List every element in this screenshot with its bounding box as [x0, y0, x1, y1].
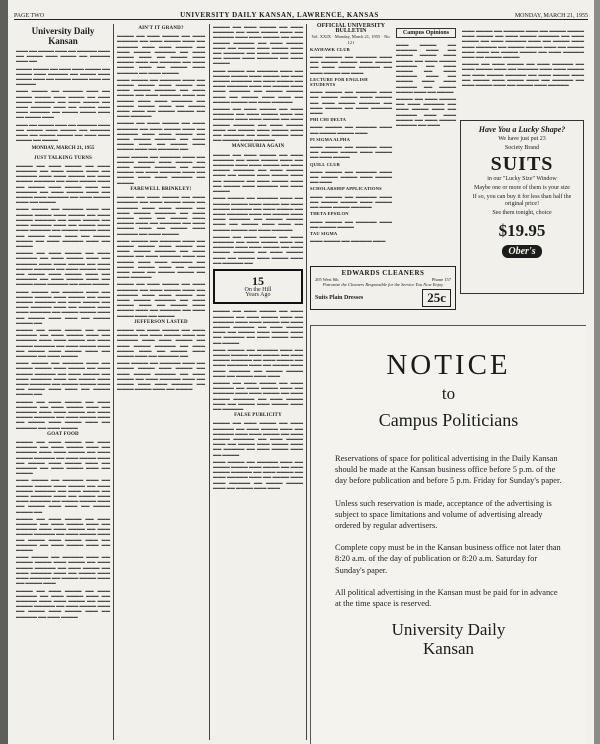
lucky-line6: See them tonight, choice [492, 210, 552, 216]
edwards-tagline: Patronize the Cleaners Responsible for the Service You Now Enjoy [322, 282, 444, 287]
bulletin-item: LECTURE FOR ENGLISH STUDENTS [310, 76, 368, 88]
lucky-line3: in our "Lucky Size" Window [487, 176, 557, 182]
bulletin-item: THETA EPSILON [310, 211, 349, 217]
jefferson-body: ▬▬▬▬ ▬▬ ▬▬▬ ▬▬▬▬ ▬▬ ▬▬▬ ▬▬▬▬▬ ▬▬ ▬▬▬ ▬▬▬▬ ▬▬▬ ▬▬ ▬▬▬▬▬ ▬▬▬ ▬▬▬ ▬▬▬▬ ▬▬ ▬▬▬ ▬▬▬▬ ▬▬▬▬▬ ▬▬ ▬▬▬ ▬▬▬▬ ▬▬▬ ▬▬ ▬▬▬▬ ▬▬▬ ▬▬▬▬ ▬▬▬ ▬▬ ▬▬▬▬▬ ▬▬ ▬▬▬ ▬▬▬▬ ▬▬ ▬▬▬▬▬ ▬▬▬ ▬▬ ▬▬▬▬ ▬▬▬▬ ▬▬▬ ▬▬▬▬ ▬▬ ▬▬▬ ▬▬▬▬ ▬▬▬▬▬ ▬▬ ▬▬▬ ▬▬▬▬ ▬▬ ▬▬▬ ▬▬▬▬▬ ▬▬▬ ▬▬ ▬▬▬▬ ▬▬▬ ▬▬▬ ▬▬▬▬▬ ▬▬ ▬▬▬▬ ▬▬▬▬ ▬▬▬ ▬▬ ▬▬▬▬ [117, 326, 205, 392]
bulletin-item: TAU SIGMA [310, 230, 338, 236]
obers-logo: Ober's [502, 245, 541, 258]
bulletin-number: No. 121 [347, 34, 391, 45]
notice-body [335, 453, 562, 609]
bulletin-item-body: ▬▬▬ ▬▬▬▬ ▬▬ ▬▬▬▬▬ ▬▬▬ ▬▬ ▬▬▬▬ ▬▬▬▬ ▬▬▬ ▬▬▬▬ ▬▬ ▬▬▬ ▬▬▬▬ ▬▬▬▬▬ ▬▬ ▬▬▬ ▬▬▬▬ ▬▬ ▬▬▬ [310, 54, 392, 75]
lucky-line2: Society Brand [504, 145, 540, 151]
bulletin-item: KAYHAWK CLUB [310, 46, 350, 52]
column-editorial [16, 24, 110, 740]
notice-paragraph: Unless such reservation is made, acceptance of the advertising is subject to space limitations and volume of advertising already ordered by regular advertisers. [335, 498, 552, 531]
bulletin-item-body: ▬▬▬ ▬▬▬▬ ▬▬ ▬▬▬▬▬ ▬▬▬ ▬▬ ▬▬▬▬ ▬▬▬▬ ▬▬▬ ▬▬▬▬ ▬▬ ▬▬▬ [310, 168, 392, 185]
bulletin-item: QUILL CLUB [310, 161, 340, 167]
notice-paragraph: Reservations of space for political advertising in the Daily Kansan should be made at the Kansan business office before 5 p.m. of the day before publication and before 5 p.m. Friday for Sunday's paper. [335, 454, 562, 486]
edwards-offer [315, 289, 451, 307]
lucky-line4: Maybe one or more of them is your size [474, 185, 570, 191]
lucky-brand: SUITS [490, 153, 554, 175]
bulletin-item: PI SIGMA ALPHA [310, 136, 351, 142]
edwards-address: 205 West 8th [315, 277, 339, 282]
editorial-heading-jefferson: JEFFERSON LASTED [134, 319, 188, 325]
column-rule [113, 24, 114, 740]
notice-paragraph: Complete copy must be in the Kansan business office not later than 8:20 a.m. of the day of publication or 8:20 a.m. Saturday for Sunday's paper. [335, 543, 561, 575]
masthead-date: MONDAY, MARCH 21, 1955 [514, 13, 588, 19]
lucky-line5: If so, you can buy it for less than half the original price! [472, 194, 572, 207]
fifteen-years-number: 15 [252, 273, 264, 288]
official-bulletin [310, 23, 392, 244]
editorial-heading-false-publicity: FALSE PUBLICITY [234, 413, 282, 419]
editorial-heading: JUST TALKING TURNS [33, 155, 93, 161]
bulletin-item: PHI CHI DELTA [310, 117, 347, 123]
lucky-price: $19.95 [498, 221, 546, 240]
editorial-heading-brinkley: FAREWELL BRINKLEY! [130, 186, 192, 192]
campus-opinions-body: ▬▬▬ ▬▬▬▬ ▬▬ ▬▬▬▬▬ ▬▬▬ ▬▬ ▬▬▬▬ ▬▬▬▬ ▬▬▬ ▬▬▬▬ ▬▬ ▬▬▬ ▬▬▬▬ ▬▬▬▬▬ ▬▬ ▬▬▬ ▬▬▬▬ ▬▬ ▬▬▬ ▬▬▬▬▬ ▬▬▬ ▬▬ ▬▬▬▬ ▬▬▬ ▬▬▬ ▬▬▬▬▬ ▬▬ ▬▬▬▬ ▬▬▬▬ ▬▬▬ ▬▬ ▬▬▬▬ ▬▬▬▬ ▬▬ ▬▬▬ ▬▬▬▬ ▬▬ ▬▬▬ ▬▬▬▬▬ ▬▬ ▬▬▬ ▬▬▬▬ ▬▬▬ ▬▬ ▬▬▬▬▬ ▬▬▬ ▬▬▬ ▬▬▬▬ ▬▬ ▬▬▬ ▬▬▬▬ ▬▬▬▬▬ ▬▬ ▬▬▬ [396, 42, 456, 128]
bulletin-item-body: ▬▬▬ ▬▬▬▬ ▬▬ ▬▬▬▬▬ ▬▬▬ ▬▬ ▬▬▬▬ ▬▬▬▬ ▬▬▬ ▬▬▬▬ ▬▬ ▬▬▬ ▬▬▬▬ ▬▬▬▬▬ [310, 193, 392, 210]
notice-ad [310, 325, 586, 744]
editorial-heading-manchuria: MANCHURIA AGAIN [231, 144, 285, 150]
notice-to: to [441, 384, 456, 403]
notice-subtitle: Campus Politicians [378, 410, 519, 430]
fifteen-years-body: ▬▬▬▬ ▬▬ ▬▬▬ ▬▬▬▬ ▬▬ ▬▬▬ ▬▬▬▬▬ ▬▬ ▬▬▬ ▬▬▬▬ ▬▬▬ ▬▬ ▬▬▬▬▬ ▬▬▬ ▬▬▬ ▬▬▬▬ ▬▬ ▬▬▬ ▬▬▬▬ ▬▬▬▬▬ ▬▬ ▬▬▬ ▬▬▬▬ ▬▬▬ ▬▬ ▬▬▬▬ ▬▬▬ ▬▬▬▬ ▬▬▬ ▬▬ ▬▬▬▬▬ ▬▬ ▬▬▬ ▬▬▬▬ ▬▬▬ ▬▬ ▬▬▬▬ ▬▬▬ ▬▬▬▬ ▬▬ ▬▬▬▬▬ ▬▬▬ ▬▬ ▬▬▬▬ ▬▬▬▬ ▬▬▬ ▬▬▬▬ ▬▬ ▬▬▬ ▬▬▬▬ ▬▬▬▬▬ ▬▬ ▬▬▬ ▬▬▬▬ ▬▬ ▬▬▬ ▬▬▬▬▬ ▬▬▬ ▬▬ ▬▬▬▬ ▬▬▬ ▬▬▬ ▬▬▬▬▬ ▬▬ ▬▬▬▬ ▬▬▬▬ ▬▬▬ ▬▬ ▬▬▬▬ ▬▬▬ ▬▬▬ ▬▬▬▬ ▬▬ ▬▬▬ ▬▬▬▬ ▬▬ ▬▬▬ ▬▬▬▬▬ ▬▬ ▬▬▬ ▬▬▬▬ ▬▬▬ ▬▬ ▬▬▬▬▬ ▬▬▬ ▬▬▬ ▬▬▬▬ ▬▬ ▬▬▬ ▬▬▬▬ ▬▬▬▬▬ ▬▬ ▬▬▬ ▬▬▬▬ ▬▬▬ ▬▬ ▬▬▬▬ ▬▬▬ ▬▬▬▬ ▬▬▬ ▬▬ ▬▬▬▬▬ [213, 308, 303, 411]
false-publicity-body: ▬▬▬▬ ▬▬ ▬▬▬ ▬▬▬▬ ▬▬ ▬▬▬ ▬▬▬▬▬ ▬▬ ▬▬▬ ▬▬▬▬ ▬▬▬ ▬▬ ▬▬▬▬▬ ▬▬▬ ▬▬▬ ▬▬▬▬ ▬▬ ▬▬▬ ▬▬▬▬ ▬▬▬▬▬ ▬▬ ▬▬▬ ▬▬▬▬ ▬▬▬ ▬▬ ▬▬▬▬ ▬▬▬ ▬▬▬▬ ▬▬▬ ▬▬ ▬▬▬▬▬ ▬▬ ▬▬▬ ▬▬▬▬ ▬▬▬ ▬▬ ▬▬▬▬ ▬▬▬ ▬▬▬▬ ▬▬ ▬▬▬▬▬ ▬▬▬ ▬▬ ▬▬▬▬ ▬▬▬▬ ▬▬▬ ▬▬▬▬ ▬▬ ▬▬▬ ▬▬▬▬ ▬▬▬▬▬ ▬▬ ▬▬▬ ▬▬▬▬ ▬▬ ▬▬▬ ▬▬▬▬▬ ▬▬▬ ▬▬ ▬▬▬▬ ▬▬▬ ▬▬▬ ▬▬▬▬▬ ▬▬ ▬▬▬▬ ▬▬▬▬ ▬▬▬ ▬▬ ▬▬▬▬ ▬▬▬ ▬▬▬ [213, 420, 303, 490]
fifteen-years-line2: On the Hill [244, 286, 272, 293]
bulletin-item-body: ▬▬▬ ▬▬▬▬ ▬▬ ▬▬▬▬▬ ▬▬▬ [310, 238, 386, 244]
page-number: PAGE TWO [14, 13, 45, 19]
col3-top-body: ▬▬▬▬ ▬▬ ▬▬▬ ▬▬▬▬ ▬▬ ▬▬▬ ▬▬▬▬▬ ▬▬ ▬▬▬ ▬▬▬▬ ▬▬▬ ▬▬ ▬▬▬▬▬ ▬▬▬ ▬▬▬ ▬▬▬▬ ▬▬ ▬▬▬ ▬▬▬▬ ▬▬▬▬▬ ▬▬ ▬▬▬ ▬▬▬▬ ▬▬▬ ▬▬ ▬▬▬▬ ▬▬▬ ▬▬▬▬ ▬▬▬ ▬▬ ▬▬▬▬▬ ▬▬ ▬▬▬ ▬▬▬▬ ▬▬▬ ▬▬ ▬▬▬▬ ▬▬▬ ▬▬▬▬▬ ▬▬ ▬▬▬ ▬▬▬▬ ▬▬▬ ▬▬▬▬ ▬▬ ▬▬▬▬▬ ▬▬▬ ▬▬ ▬▬▬▬ ▬▬▬▬ ▬▬▬ ▬▬▬▬ ▬▬ ▬▬▬ ▬▬▬▬ ▬▬▬▬▬ ▬▬ ▬▬▬ ▬▬▬▬ ▬▬ ▬▬▬ ▬▬▬▬▬ ▬▬▬ ▬▬ ▬▬▬▬ ▬▬▬ ▬▬▬ ▬▬▬▬▬ ▬▬ ▬▬▬▬ ▬▬▬▬ ▬▬▬ ▬▬ ▬▬▬▬ ▬▬▬ ▬▬▬ ▬▬ ▬▬▬▬ ▬▬▬▬ ▬▬ ▬▬▬ ▬▬▬▬▬ ▬▬▬▬ ▬▬ ▬▬▬ ▬▬▬▬ ▬▬ ▬▬▬ ▬▬▬▬▬ ▬▬ ▬▬▬ ▬▬▬▬ ▬▬▬ ▬▬ ▬▬▬▬▬ ▬▬▬ ▬▬▬ ▬▬▬▬ ▬▬ ▬▬▬ ▬▬▬▬ ▬▬▬▬▬ ▬▬ ▬▬▬ ▬▬▬▬ ▬▬▬ ▬▬ ▬▬▬▬ ▬▬▬ ▬▬▬▬ ▬▬▬ ▬▬ ▬▬▬▬▬ ▬▬ ▬▬▬ ▬▬▬▬ ▬▬▬ ▬▬ ▬▬▬▬ ▬▬▬ ▬▬▬▬▬ [213, 24, 303, 143]
bulletin-title: OFFICIAL UNIVERSITY BULLETIN [316, 23, 386, 35]
bulletin-volume: Vol. XXIX [311, 34, 331, 40]
lucky-line1: We have just put 23 [498, 136, 546, 142]
column-editorial-3 [213, 24, 303, 740]
edwards-item: Suits Plain Dresses [315, 295, 364, 301]
campus-opinions-heading: Campus Opinions [396, 28, 456, 38]
paper-title: University Daily Kansan [31, 26, 95, 46]
bulletin-item-body: ▬▬▬ ▬▬▬▬ ▬▬ ▬▬▬▬▬ ▬▬▬ ▬▬ ▬▬▬▬ ▬▬▬▬ ▬▬▬ [310, 124, 392, 135]
goat-food-body: ▬▬▬▬ ▬▬ ▬▬▬ ▬▬▬▬ ▬▬ ▬▬▬ ▬▬▬▬▬ ▬▬ ▬▬▬ ▬▬▬▬ ▬▬▬ ▬▬ ▬▬▬▬▬ ▬▬▬ ▬▬▬ ▬▬▬▬ ▬▬ ▬▬▬ ▬▬▬▬ ▬▬▬▬▬ ▬▬ ▬▬▬ ▬▬▬▬ ▬▬▬ ▬▬ ▬▬▬▬ ▬▬▬ ▬▬▬▬ ▬▬▬ ▬▬ ▬▬▬▬▬ ▬▬ ▬▬▬ ▬▬▬▬ ▬▬▬ ▬▬ ▬▬▬▬ ▬▬▬ ▬▬▬▬ ▬▬ ▬▬▬▬▬ ▬▬▬ ▬▬ ▬▬▬▬ ▬▬▬▬ ▬▬▬ ▬▬▬▬ ▬▬ ▬▬▬ ▬▬▬▬ ▬▬▬▬▬ ▬▬ ▬▬▬ ▬▬▬▬ ▬▬ ▬▬▬ ▬▬▬▬▬ ▬▬▬ ▬▬ ▬▬▬▬ ▬▬▬ ▬▬▬ ▬▬▬▬▬ ▬▬ ▬▬▬▬ ▬▬▬▬ ▬▬▬ ▬▬ ▬▬▬▬ ▬▬▬ ▬▬▬ ▬▬ ▬▬▬▬ ▬▬▬▬ ▬▬ ▬▬▬▬ ▬▬ ▬▬▬ ▬▬▬▬ ▬▬ ▬▬▬ ▬▬▬▬▬ ▬▬ ▬▬▬ ▬▬▬▬ ▬▬▬ ▬▬ ▬▬▬▬▬ ▬▬▬ ▬▬▬ ▬▬▬▬ ▬▬ ▬▬▬ ▬▬▬▬ ▬▬▬▬▬ ▬▬ ▬▬▬ ▬▬▬▬ ▬▬▬ ▬▬ ▬▬▬▬ ▬▬▬ ▬▬▬▬ ▬▬▬ ▬▬ ▬▬▬▬▬ ▬▬ ▬▬▬ ▬▬▬▬ ▬▬▬ ▬▬ ▬▬▬▬ ▬▬▬ ▬▬▬▬ ▬▬ ▬▬▬▬▬ ▬▬▬ ▬▬ ▬▬▬▬ ▬▬▬▬ ▬▬▬ ▬▬▬▬ ▬▬ ▬▬▬ ▬▬▬▬ ▬▬▬▬▬ ▬▬ ▬▬▬ ▬▬▬▬ ▬▬ ▬▬▬ ▬▬▬▬▬ ▬▬▬ ▬▬ ▬▬▬▬ ▬▬▬ ▬▬▬ ▬▬▬▬▬ ▬▬ ▬▬▬▬ ▬▬▬▬ ▬▬▬ ▬▬ ▬▬▬▬ ▬▬▬ ▬▬▬▬ ▬▬ ▬▬▬ ▬▬▬▬ ▬▬ ▬▬▬ ▬▬▬▬▬ ▬▬ ▬▬▬ ▬▬▬▬ ▬▬▬ ▬▬ ▬▬▬▬▬ ▬▬▬ ▬▬▬ ▬▬▬▬ ▬▬ ▬▬▬ ▬▬▬▬ ▬▬▬▬▬ ▬▬ ▬▬▬ ▬▬▬▬ ▬▬▬ ▬▬ ▬▬▬▬ ▬▬▬ ▬▬▬▬ ▬▬▬ ▬▬ ▬▬▬▬▬ ▬▬ ▬▬▬ ▬▬▬▬ [16, 439, 110, 619]
paper-name: UNIVERSITY DAILY KANSAN, LAWRENCE, KANSAS [180, 11, 379, 19]
notice-signature-line1: University Daily [391, 620, 506, 640]
bulletin-date: Monday, March 21, 1955 [334, 34, 381, 40]
grand-body: ▬▬▬▬ ▬▬ ▬▬▬ ▬▬▬▬ ▬▬ ▬▬▬ ▬▬▬▬▬ ▬▬ ▬▬▬ ▬▬▬▬ ▬▬▬ ▬▬ ▬▬▬▬▬ ▬▬▬ ▬▬▬ ▬▬▬▬ ▬▬ ▬▬▬ ▬▬▬▬ ▬▬▬▬▬ ▬▬ ▬▬▬ ▬▬▬▬ ▬▬▬ ▬▬ ▬▬▬▬ ▬▬▬ ▬▬▬▬ ▬▬▬ ▬▬ ▬▬▬▬▬ ▬▬ ▬▬▬ ▬▬▬▬ ▬▬▬ ▬▬ ▬▬▬▬ ▬▬▬ ▬▬▬▬▬ ▬▬ ▬▬▬ ▬▬▬▬ ▬▬▬ ▬▬▬▬ ▬▬ ▬▬▬▬▬ ▬▬▬ ▬▬ ▬▬▬▬ ▬▬▬▬ ▬▬▬ ▬▬▬▬ ▬▬ ▬▬▬ ▬▬▬▬ ▬▬▬▬▬ ▬▬ ▬▬▬ ▬▬▬▬ ▬▬ ▬▬▬ ▬▬▬▬▬ ▬▬▬ ▬▬ ▬▬▬▬ ▬▬▬ ▬▬▬ ▬▬▬▬▬ ▬▬ ▬▬▬▬ ▬▬▬▬ ▬▬▬ ▬▬ ▬▬▬▬ ▬▬▬ ▬▬▬ ▬▬ ▬▬▬▬ ▬▬▬▬ ▬▬ ▬▬▬ ▬▬▬▬▬ ▬▬▬▬ ▬▬ ▬▬▬ ▬▬▬▬ ▬▬ ▬▬▬ ▬▬▬▬▬ ▬▬ ▬▬▬ ▬▬▬▬ ▬▬▬ ▬▬ ▬▬▬▬▬ ▬▬▬ ▬▬▬ ▬▬▬▬ ▬▬ ▬▬▬ ▬▬▬▬ ▬▬▬▬▬ ▬▬ ▬▬▬ ▬▬▬▬ ▬▬▬ ▬▬ ▬▬▬▬ ▬▬▬ ▬▬▬▬ ▬▬▬ ▬▬ ▬▬▬▬▬ ▬▬ ▬▬▬ ▬▬▬▬ ▬▬ ▬▬▬▬▬ ▬▬▬ ▬▬ ▬▬▬▬ ▬▬▬▬ ▬▬▬ ▬▬▬▬ ▬▬ ▬▬▬ ▬▬▬▬ ▬▬▬▬▬ ▬▬ ▬▬▬ ▬▬▬▬ ▬▬ ▬▬▬ ▬▬▬▬▬ ▬▬▬ ▬▬ ▬▬▬▬ ▬▬▬ ▬▬▬ ▬▬▬▬▬ ▬▬ ▬▬▬▬ [117, 33, 205, 185]
bulletin-item: SCHOLARSHIP APPLICATIONS [310, 186, 382, 192]
editorial-heading-grand: AIN'T IT GRAND? [138, 26, 184, 31]
masthead [14, 10, 588, 20]
edwards-price: 25c [422, 289, 451, 307]
column-rule [306, 24, 307, 740]
bulletin-item-body: ▬▬▬ ▬▬▬▬ ▬▬ ▬▬▬▬▬ ▬▬▬ ▬▬ ▬▬▬▬ ▬▬▬▬ ▬▬▬ ▬▬▬▬ ▬▬ ▬▬▬ ▬▬▬▬ [310, 144, 392, 160]
notice-signature [335, 620, 562, 658]
staff-box: ▬▬▬ ▬▬ ▬▬▬▬ ▬▬▬ ▬▬ ▬▬▬▬▬ ▬▬▬ ▬▬ ▬▬▬▬ ▬▬▬ ▬▬▬▬ ▬▬ ▬▬▬▬▬ ▬▬▬ ▬▬ ▬▬▬▬ ▬▬▬▬ ▬▬ ▬▬▬ ▬▬▬ ▬▬▬▬ ▬▬ ▬▬▬▬ ▬▬▬ ▬▬▬▬▬ ▬▬ ▬▬▬▬ ▬▬▬ ▬▬▬▬ ▬▬▬ ▬▬ ▬▬▬▬ ▬▬▬▬ ▬▬▬ ▬▬ ▬▬▬▬▬ ▬▬▬ ▬▬▬▬ ▬▬ ▬▬▬▬▬ ▬▬▬ ▬▬ ▬▬▬▬ ▬▬▬▬ ▬▬▬ ▬▬▬▬ ▬▬ ▬▬▬ ▬▬▬▬ ▬▬▬▬▬ ▬▬ ▬▬▬ ▬▬▬▬ ▬▬ ▬▬▬ ▬▬▬▬▬ ▬▬▬ ▬▬ ▬▬▬▬ ▬▬▬ ▬▬▬ ▬▬▬▬▬ ▬▬ ▬▬▬▬ ▬▬▬▬ ▬▬▬ ▬▬ ▬▬▬▬ ▬▬▬ ▬▬▬ ▬▬ ▬▬▬▬ ▬▬▬ ▬▬ ▬▬▬▬▬ ▬▬▬ ▬▬ ▬▬▬▬ ▬▬▬ ▬▬▬▬ ▬▬ ▬▬▬▬▬ ▬▬▬ ▬▬ ▬▬▬▬ ▬▬▬▬ ▬▬ ▬▬▬ ▬▬▬ ▬▬▬▬ ▬▬ ▬▬▬▬ [16, 48, 110, 143]
fifteen-years-ago-box [213, 269, 303, 304]
bulletin-issue-line: Vol. XXIX · Monday, March 21, 1955 · No. 121 [311, 34, 391, 45]
bulletin-item-body: ▬▬▬ ▬▬▬▬ ▬▬ ▬▬▬▬▬ ▬▬▬ ▬▬ ▬▬▬▬ ▬▬▬▬ [310, 218, 392, 229]
edwards-name: EDWARDS CLEANERS [341, 269, 425, 277]
campus-opinions-continued: ▬▬▬ ▬▬▬▬ ▬▬ ▬▬▬▬▬ ▬▬▬ ▬▬ ▬▬▬▬ ▬▬▬▬ ▬▬▬ ▬▬▬▬ ▬▬ ▬▬▬ ▬▬▬▬ ▬▬▬▬▬ ▬▬ ▬▬▬ ▬▬▬▬ ▬▬ ▬▬▬ ▬▬▬▬▬ ▬▬▬ ▬▬ ▬▬▬▬ ▬▬▬ ▬▬▬ ▬▬▬▬▬ ▬▬ ▬▬▬▬ ▬▬▬▬ ▬▬▬ ▬▬ ▬▬▬▬ ▬▬▬ ▬▬▬ ▬▬ ▬▬▬▬ ▬▬▬▬ ▬▬ ▬▬▬ ▬▬▬▬▬ ▬▬▬ ▬▬ ▬▬▬▬ ▬▬▬▬ ▬▬▬▬ ▬▬ ▬▬▬ ▬▬▬▬ ▬▬ ▬▬▬ ▬▬▬▬▬ ▬▬ ▬▬▬ ▬▬▬▬ ▬▬▬ ▬▬ ▬▬▬▬▬ ▬▬▬ ▬▬▬ ▬▬▬▬ ▬▬ ▬▬▬ ▬▬▬▬ ▬▬▬▬▬ ▬▬ ▬▬▬ ▬▬▬▬ ▬▬▬ ▬▬ ▬▬▬▬ ▬▬▬ ▬▬▬▬ ▬▬▬ ▬▬ ▬▬▬▬▬ ▬▬ ▬▬▬ ▬▬▬▬ ▬▬▬ ▬▬ ▬▬▬▬ ▬▬▬ ▬▬▬▬▬ [462, 28, 584, 88]
edwards-cleaners-ad [310, 266, 456, 310]
notice-paragraph: All political advertising in the Kansan must be paid for in advance at the time space is reserved. [335, 587, 558, 609]
lucky-headline: Have You a Lucky Shape? [478, 125, 566, 134]
editorial-body: ▬▬▬▬ ▬▬ ▬▬▬ ▬▬▬▬ ▬▬ ▬▬▬ ▬▬▬▬▬ ▬▬ ▬▬▬ ▬▬▬▬ ▬▬▬ ▬▬ ▬▬▬▬▬ ▬▬▬ ▬▬▬ ▬▬▬▬ ▬▬ ▬▬▬ ▬▬▬▬ ▬▬▬▬▬ ▬▬ ▬▬▬ ▬▬▬▬ ▬▬▬ ▬▬ ▬▬▬▬ ▬▬▬ ▬▬▬▬ ▬▬▬ ▬▬ ▬▬▬▬▬ ▬▬ ▬▬▬ ▬▬▬▬ ▬▬▬ ▬▬ ▬▬▬▬ ▬▬▬ ▬▬▬▬▬ ▬▬ ▬▬▬ ▬▬▬▬ ▬▬▬ ▬▬ ▬▬▬▬ ▬▬▬ ▬▬▬▬ ▬▬ ▬▬▬▬▬ ▬▬▬ ▬▬ ▬▬▬▬ ▬▬▬▬ ▬▬▬ ▬▬▬▬ ▬▬ ▬▬▬ ▬▬▬▬ ▬▬▬▬▬ ▬▬ ▬▬▬ ▬▬▬▬ ▬▬ ▬▬▬ ▬▬▬▬▬ ▬▬▬ ▬▬ ▬▬▬▬ ▬▬▬ ▬▬▬ ▬▬▬▬▬ ▬▬ ▬▬▬▬ ▬▬▬▬ ▬▬▬ ▬▬ ▬▬▬▬ ▬▬▬ ▬▬▬ ▬▬ ▬▬▬▬ ▬▬▬▬ ▬▬ ▬▬▬ ▬▬▬▬▬ ▬▬▬ ▬▬ ▬▬▬▬ ▬▬▬▬ ▬▬ ▬▬▬ ▬▬▬▬ ▬▬ ▬▬▬ ▬▬▬▬▬ ▬▬ ▬▬▬ ▬▬▬▬ ▬▬▬ ▬▬ ▬▬▬▬▬ ▬▬▬ ▬▬▬ ▬▬▬▬ ▬▬ ▬▬▬ ▬▬▬▬ ▬▬▬▬▬ ▬▬ ▬▬▬ ▬▬▬▬ ▬▬▬ ▬▬ ▬▬▬▬ ▬▬▬ ▬▬▬▬ ▬▬▬ ▬▬ ▬▬▬▬▬ ▬▬ ▬▬▬ ▬▬▬▬ ▬▬▬ ▬▬ ▬▬▬▬ ▬▬▬ ▬▬▬▬▬ ▬▬ ▬▬▬ ▬▬▬▬ ▬▬▬ ▬▬▬▬ ▬▬ ▬▬▬▬▬ ▬▬▬ ▬▬ ▬▬▬▬ ▬▬▬▬ ▬▬▬ ▬▬▬▬ ▬▬ ▬▬▬ ▬▬▬▬ ▬▬▬▬▬ ▬▬ ▬▬▬ ▬▬▬▬ ▬▬ ▬▬▬ ▬▬▬▬▬ ▬▬▬ ▬▬ ▬▬▬▬ ▬▬▬ ▬▬▬ ▬▬▬▬▬ ▬▬ ▬▬▬▬ ▬▬▬▬ ▬▬▬ ▬▬ ▬▬▬▬ ▬▬▬ ▬▬▬ ▬▬ ▬▬▬▬ ▬▬▬▬ ▬▬ ▬▬▬▬ ▬▬ ▬▬▬ ▬▬▬▬ ▬▬ ▬▬▬ ▬▬▬▬▬ ▬▬ ▬▬▬ ▬▬▬▬ ▬▬▬ ▬▬ ▬▬▬▬▬ ▬▬▬ ▬▬▬ ▬▬▬▬ ▬▬ ▬▬▬ ▬▬▬▬ ▬▬▬▬▬ ▬▬ ▬▬▬ ▬▬▬▬ ▬▬▬ ▬▬ ▬▬▬▬ ▬▬▬ ▬▬▬▬ ▬▬▬ ▬▬ ▬▬▬▬▬ ▬▬ ▬▬▬ ▬▬▬▬ ▬▬▬ ▬▬▬▬ ▬▬ ▬▬▬▬▬ ▬▬▬ ▬▬ ▬▬▬▬ ▬▬▬▬ ▬▬▬ ▬▬▬▬ ▬▬ ▬▬▬ ▬▬▬▬ ▬▬▬▬▬ ▬▬ ▬▬▬ ▬▬▬▬ ▬▬ ▬▬▬ ▬▬▬▬▬ ▬▬▬ ▬▬ ▬▬▬▬ ▬▬▬ ▬▬▬ ▬▬▬▬▬ ▬▬ ▬▬▬▬ ▬▬▬▬ ▬▬▬ ▬▬ ▬▬▬▬ ▬▬▬ ▬▬▬ ▬▬ ▬▬▬▬ ▬▬▬▬ ▬▬ ▬▬▬▬ ▬▬ ▬▬▬ ▬▬▬▬ ▬▬ ▬▬▬ ▬▬▬▬▬ ▬▬ ▬▬▬ ▬▬▬▬ ▬▬▬ ▬▬ ▬▬▬▬▬ ▬▬▬ ▬▬▬ ▬▬▬▬ ▬▬ ▬▬▬ ▬▬▬▬ ▬▬▬▬▬ ▬▬ ▬▬▬ ▬▬▬▬ ▬▬▬ ▬▬ ▬▬▬▬ ▬▬▬ ▬▬▬▬ ▬▬▬ ▬▬ ▬▬▬▬▬ ▬▬ ▬▬▬ ▬▬▬▬ [16, 162, 110, 430]
column-rule [209, 24, 210, 740]
obers-suits-ad [460, 120, 584, 294]
column-editorial-2 [117, 24, 205, 740]
manchuria-body: ▬▬▬▬ ▬▬ ▬▬▬ ▬▬▬▬ ▬▬ ▬▬▬ ▬▬▬▬▬ ▬▬ ▬▬▬ ▬▬▬▬ ▬▬▬ ▬▬ ▬▬▬▬▬ ▬▬▬ ▬▬▬ ▬▬▬▬ ▬▬ ▬▬▬ ▬▬▬▬ ▬▬▬▬▬ ▬▬ ▬▬▬ ▬▬▬▬ ▬▬▬ ▬▬ ▬▬▬▬ ▬▬▬ ▬▬▬▬ ▬▬▬ ▬▬ ▬▬▬▬▬ ▬▬ ▬▬▬ ▬▬▬▬ ▬▬▬ ▬▬ ▬▬▬▬ ▬▬▬ ▬▬▬▬▬ ▬▬ ▬▬▬ ▬▬▬▬ ▬▬▬ ▬▬▬▬ ▬▬ ▬▬▬▬▬ ▬▬▬ ▬▬ ▬▬▬▬ ▬▬▬▬ ▬▬▬ ▬▬▬▬ ▬▬ ▬▬▬ ▬▬▬▬ ▬▬▬▬▬ ▬▬ ▬▬▬ ▬▬▬▬ ▬▬ ▬▬▬ ▬▬▬▬▬ ▬▬▬ ▬▬ ▬▬▬▬ ▬▬▬ ▬▬▬ ▬▬▬▬▬ ▬▬ ▬▬▬▬ ▬▬▬▬ ▬▬▬ ▬▬ ▬▬▬▬ ▬▬▬ ▬▬▬ ▬▬ ▬▬▬▬ ▬▬▬▬ ▬▬ ▬▬▬ ▬▬▬▬▬ ▬▬▬▬ ▬▬ ▬▬▬ ▬▬▬▬ ▬▬ ▬▬▬ ▬▬▬▬▬ ▬▬ ▬▬▬ ▬▬▬▬ ▬▬▬ ▬▬ ▬▬▬▬▬ ▬▬▬ ▬▬▬ ▬▬▬▬ ▬▬ ▬▬▬ ▬▬▬▬ ▬▬▬▬▬ ▬▬ ▬▬▬ ▬▬▬▬ ▬▬▬ ▬▬ ▬▬▬▬ ▬▬▬ ▬▬▬▬ ▬▬▬ ▬▬ ▬▬▬▬▬ ▬▬ [213, 151, 303, 265]
page-gutter [0, 0, 8, 744]
brinkley-body: ▬▬▬▬ ▬▬ ▬▬▬ ▬▬▬▬ ▬▬ ▬▬▬ ▬▬▬▬▬ ▬▬ ▬▬▬ ▬▬▬▬ ▬▬▬ ▬▬ ▬▬▬▬▬ ▬▬▬ ▬▬▬ ▬▬▬▬ ▬▬ ▬▬▬ ▬▬▬▬ ▬▬▬▬▬ ▬▬ ▬▬▬ ▬▬▬▬ ▬▬▬ ▬▬ ▬▬▬▬ ▬▬▬ ▬▬▬▬ ▬▬▬ ▬▬ ▬▬▬▬▬ ▬▬ ▬▬▬ ▬▬▬▬ ▬▬▬ ▬▬ ▬▬▬▬ ▬▬▬ ▬▬▬▬▬ ▬▬ ▬▬▬ ▬▬▬▬ ▬▬▬ ▬▬▬▬ ▬▬ ▬▬▬▬▬ ▬▬▬ ▬▬ ▬▬▬▬ ▬▬▬▬ ▬▬▬ ▬▬▬▬ ▬▬ ▬▬▬ ▬▬▬▬ ▬▬▬▬▬ ▬▬ ▬▬▬ ▬▬▬▬ ▬▬ ▬▬▬ ▬▬▬▬▬ ▬▬▬ ▬▬ ▬▬▬▬ ▬▬▬ ▬▬▬ ▬▬▬▬▬ ▬▬ ▬▬▬▬ ▬▬▬▬ ▬▬▬ ▬▬ ▬▬▬▬ ▬▬▬ ▬▬▬ ▬▬ ▬▬▬▬ ▬▬▬▬ ▬▬ ▬▬▬ ▬▬▬▬▬ ▬▬▬▬ ▬▬ ▬▬▬ ▬▬▬▬ ▬▬ ▬▬▬ ▬▬▬▬▬ ▬▬ ▬▬▬ ▬▬▬▬ ▬▬▬ ▬▬ ▬▬▬▬▬ ▬▬▬ ▬▬▬ ▬▬▬▬ ▬▬ ▬▬▬ ▬▬▬▬ ▬▬▬▬▬ ▬▬ ▬▬▬ ▬▬▬▬ ▬▬▬ ▬▬ ▬▬▬▬ ▬▬▬ ▬▬▬▬ ▬▬▬ ▬▬ ▬▬▬▬▬ ▬▬ ▬▬▬ ▬▬▬▬ ▬▬▬ ▬▬ ▬▬▬▬ [117, 194, 205, 318]
notice-signature-line2: Kansan [423, 639, 474, 659]
notice-title: NOTICE [386, 349, 511, 381]
bulletin-item-body: ▬▬▬ ▬▬▬▬ ▬▬ ▬▬▬▬▬ ▬▬▬ ▬▬ ▬▬▬▬ ▬▬▬▬ ▬▬▬ ▬▬▬▬ ▬▬ ▬▬▬ ▬▬▬▬ ▬▬▬▬▬ ▬▬ ▬▬▬ ▬▬▬▬ ▬▬ ▬▬▬ ▬▬▬▬▬ ▬▬▬ [310, 89, 392, 116]
editorial-date: MONDAY, MARCH 21, 1955 [31, 146, 95, 152]
fifteen-years-line3: Years Ago [245, 292, 271, 299]
editorial-heading-goat-food: GOAT FOOD [47, 431, 79, 437]
edwards-phone: Phone 157 [431, 277, 451, 282]
